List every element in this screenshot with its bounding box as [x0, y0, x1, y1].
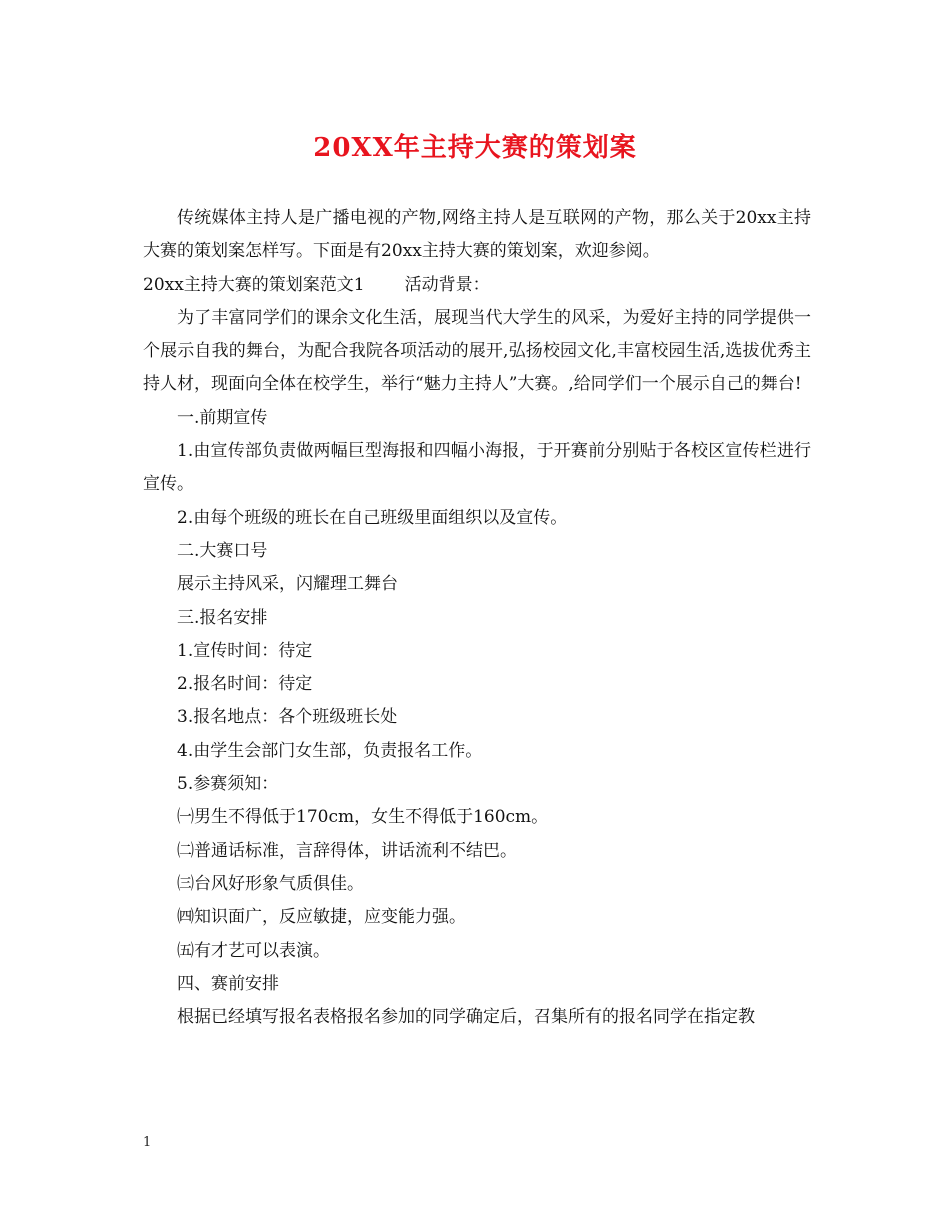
document-title: 20XX年主持大赛的策划案 — [313, 133, 637, 163]
slogan-text: 展示主持风采，闪耀理工舞台 — [177, 574, 398, 595]
list-item: 5.参赛须知： — [177, 774, 279, 795]
list-item: ㈤有才艺可以表演。 — [177, 940, 330, 961]
list-item: ㈣知识面广，反应敏捷，应变能力强。 — [177, 907, 466, 928]
list-item: ㈡普通话标准，言辞得体，讲话流利不结巴。 — [177, 840, 517, 861]
section-heading-pre-contest: 四、赛前安排 — [177, 973, 279, 994]
list-item: 2.报名时间：待定 — [177, 674, 313, 695]
list-item: ㈠男生不得低于170cm，女生不得低于160cm。 — [177, 807, 549, 828]
section-heading-slogan: 二.大赛口号 — [177, 540, 268, 561]
document-body — [143, 202, 811, 1034]
sample-heading-line — [143, 269, 811, 302]
section-heading-publicity: 一.前期宣传 — [177, 407, 268, 428]
list-item: 2.由每个班级的班长在自己班级里面组织以及宣传。 — [177, 507, 568, 528]
list-item: 1.宣传时间：待定 — [177, 640, 313, 661]
list-item: 4.由学生会部门女生部，负责报名工作。 — [177, 740, 483, 761]
background-paragraph: 为了丰富同学们的课余文化生活，展现当代大学生的风采，为爱好主持的同学提供一个展示自我的舞台，为配合我院各项活动的展开,弘扬校园文化,丰富校园生活,选拔优秀主持人材，现面向全体在校学生，举行“魅力主持人”大赛。,给同学们一个展示自己的舞台! — [143, 307, 811, 395]
pre-contest-paragraph: 根据已经填写报名表格报名参加的同学确定后，召集所有的报名同学在指定教 — [177, 1007, 755, 1028]
sample-heading: 20xx主持大赛的策划案范文1 — [143, 274, 365, 295]
background-heading: 活动背景： — [404, 274, 490, 295]
list-item: ㈢台风好形象气质俱佳。 — [177, 873, 364, 894]
list-item: 1.由宣传部负责做两幅巨型海报和四幅小海报，于开赛前分别贴于各校区宣传栏进行宣传。 — [143, 441, 811, 495]
page-number: 1 — [143, 1135, 152, 1150]
list-item: 3.报名地点：各个班级班长处 — [177, 707, 398, 728]
section-heading-registration: 三.报名安排 — [177, 607, 268, 628]
intro-paragraph: 传统媒体主持人是广播电视的产物,网络主持人是互联网的产物，那么关于20xx主持大赛的策划案怎样写。下面是有20xx主持大赛的策划案，欢迎参阅。 — [143, 208, 811, 262]
